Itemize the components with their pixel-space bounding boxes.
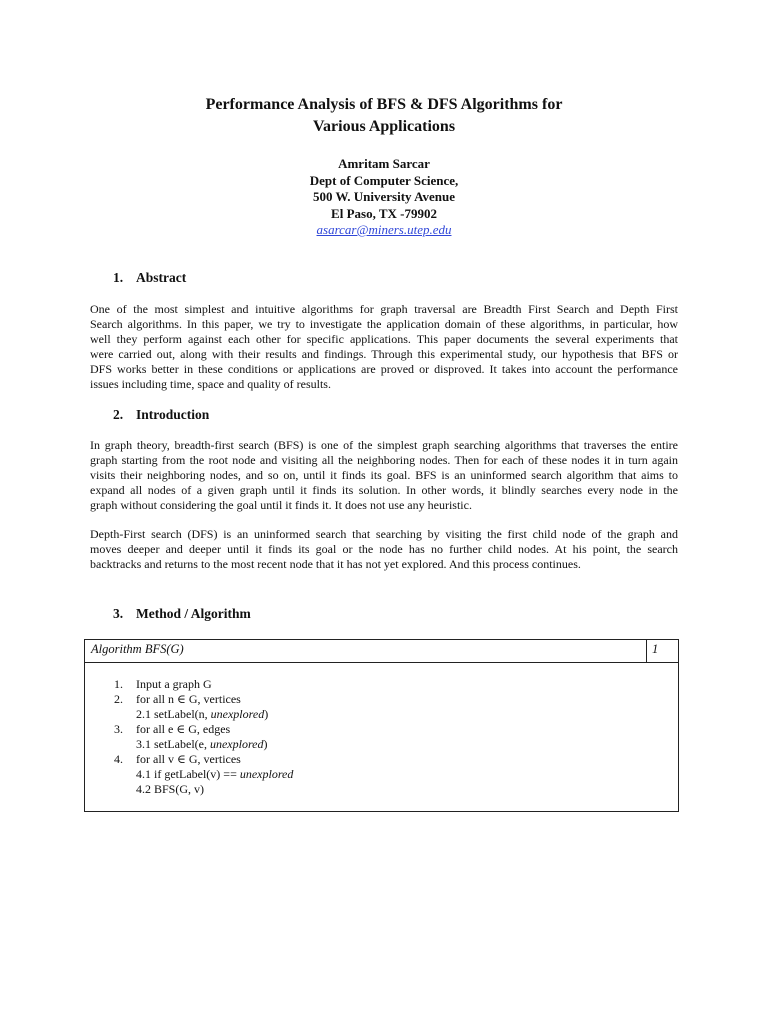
step-number: 4. — [114, 752, 123, 766]
section-title: Abstract — [136, 270, 187, 285]
author-email-link[interactable]: asarcar@miners.utep.edu — [316, 222, 452, 237]
section-heading-introduction — [113, 406, 209, 424]
text-line: graph without considering the goal until it finds it. It does not use any heuristic. — [90, 498, 472, 513]
text-line: graph starting from the root node and visiting all the neighboring nodes. Then for each of these nodes it in turn again — [90, 453, 678, 468]
step-text: for all e ∈ G, edges — [136, 722, 231, 736]
author-city: El Paso, TX -79902 — [331, 205, 437, 221]
section-title: Method / Algorithm — [136, 606, 251, 621]
section-title: Introduction — [136, 407, 210, 422]
step-text: for all n ∈ G, vertices — [136, 692, 241, 706]
text-line: well they perform against each other for specific applications. This paper documents the several experiments that — [90, 332, 678, 347]
author-dept: Dept of Computer Science, — [309, 172, 459, 188]
section-number: 3. — [113, 606, 124, 621]
introduction-paragraph-2 — [90, 527, 678, 572]
author-address: 500 W. University Avenue — [312, 189, 456, 204]
section-number: 2. — [113, 407, 124, 422]
introduction-paragraph-1 — [90, 438, 678, 513]
text-line: One of the most simplest and intuitive algorithms for graph traversal are Breadth First Search and Depth First — [90, 302, 678, 316]
paper-title-line-1: Performance Analysis of BFS & DFS Algorithms for — [205, 96, 563, 113]
algorithm-number: 1 — [652, 642, 659, 656]
text-line: backtracks and returns to the most recent node that it has not yet explored. And this process continues. — [90, 557, 581, 572]
section-heading-method — [113, 605, 251, 623]
step-text: for all v ∈ G, vertices — [136, 752, 241, 766]
algorithm-header-divider — [646, 640, 647, 662]
author-block — [0, 156, 768, 239]
author-name: Amritam Sarcar — [338, 156, 430, 171]
algorithm-header — [85, 640, 678, 663]
text-line: In graph theory, breadth-first search (BFS) is one of the simplest graph searching algorithms that traverses the entire — [90, 438, 678, 452]
text-line: Search algorithms. In this paper, we try to investigate the application domain of these algorithms, in particular, how — [90, 317, 678, 332]
step-number: 1. — [114, 677, 123, 691]
step-text: 3.1 setLabel(e, unexplored) — [136, 737, 268, 751]
step-text: 4.1 if getLabel(v) == unexplored — [136, 767, 294, 781]
section-number: 1. — [113, 270, 124, 285]
section-heading-abstract — [113, 269, 186, 287]
algorithm-title: Algorithm BFS(G) — [91, 642, 184, 656]
step-text: 4.2 BFS(G, v) — [136, 782, 205, 796]
step-number: 2. — [114, 692, 123, 706]
step-italic-term: unexplored — [239, 767, 294, 781]
step-italic-term: unexplored — [210, 707, 265, 721]
text-line: visits their neighboring nodes, and so on, until it finds its goal. BFS is an uninformed search algorithm that aims to — [90, 468, 678, 483]
text-line: DFS works better in these conditions or applications are proved or disproved. It takes into account the performance — [90, 362, 678, 377]
step-text: Input a graph G — [136, 677, 212, 691]
step-text: 2.1 setLabel(n, unexplored) — [136, 707, 269, 721]
abstract-paragraph — [90, 302, 678, 393]
paper-title-line-2: Various Applications — [312, 118, 456, 135]
text-line: issues including time, space and quality of results. — [90, 377, 331, 392]
text-line: expand all nodes of a given graph until it finds its solution. In other words, it blindly searches every node in the — [90, 483, 678, 498]
text-line: Depth-First search (DFS) is an uninformed search that searching by visiting the first child node of the graph and — [90, 527, 678, 541]
text-line: moves deeper and deeper until it finds its goal or the node has no further child nodes. At his point, the search — [90, 542, 678, 557]
text-line: were carried out, along with their results and findings. Through this experimental study, our hypothesis that BFS or — [90, 347, 678, 362]
step-italic-term: unexplored — [209, 737, 264, 751]
step-number: 3. — [114, 722, 123, 736]
algorithm-box — [84, 639, 679, 812]
